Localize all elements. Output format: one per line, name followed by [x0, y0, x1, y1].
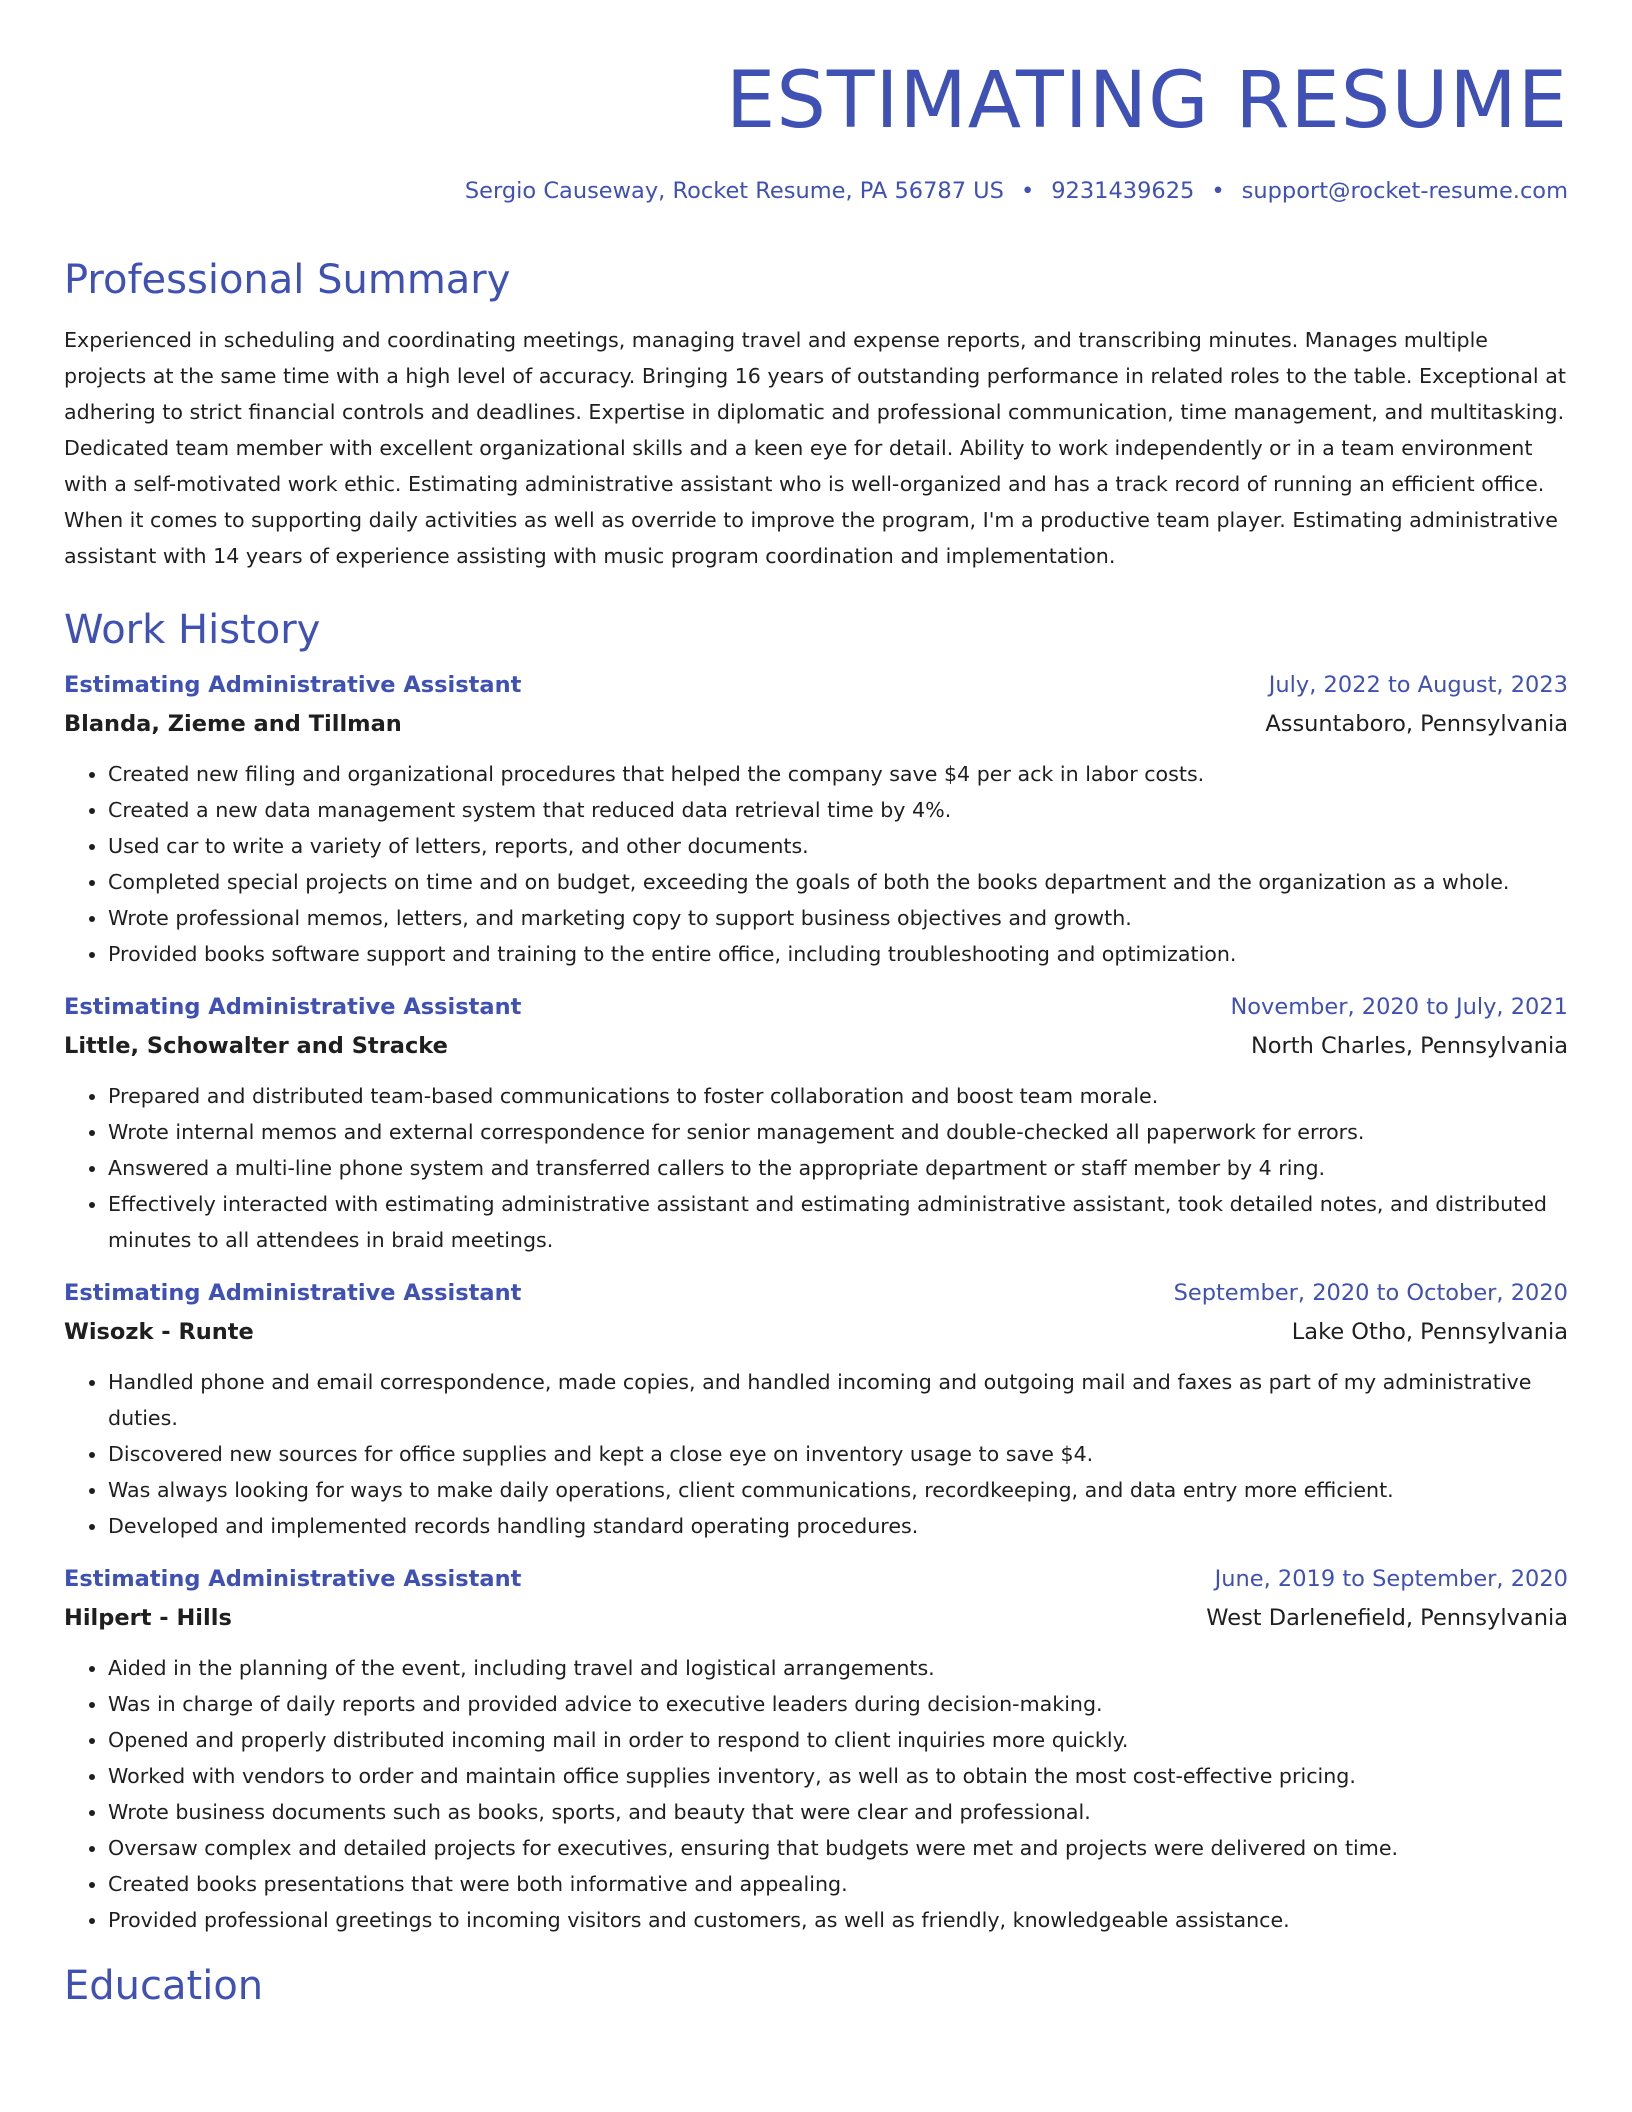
job-company-row: [64, 1598, 1568, 1638]
contact-phone: 9231439625: [1051, 178, 1195, 204]
job-bullet: • Created a new data management system that reduced data retrieval time by 4%.: [108, 792, 1568, 828]
job-bullet-list: [64, 1650, 1568, 1938]
summary-text: Experienced in scheduling and coordinating meetings, managing travel and expense reports, and transcribing minutes. Manages multiple projects at the same time with a high level of accuracy. Bringing 16 years of outstanding performance in related roles to the table. Exceptional at adhering to strict financial controls and deadlines. Expertise in diplomatic and professional communication, time management, and multitasking. Dedicated team member with excellent organizational skills and a keen eye for detail. Ability to work independently or in a team environment with a self-motivated work ethic. Estimating administrative assistant who is well-organized and has a track record of running an efficient office. When it comes to supporting daily activities as well as override to improve the program, I'm a productive team player. Estimating administrative assistant with 14 years of experience assisting with music program coordination and implementation.: [64, 328, 1566, 568]
contact-line: [64, 176, 1568, 206]
job-list: [64, 666, 1568, 1938]
job-bullet: • Provided books software support and training to the entire office, including troubleshooting and optimization.: [108, 936, 1568, 972]
job-bullet: • Wrote business documents such as books, sports, and beauty that were clear and professional.: [108, 1794, 1568, 1830]
job-company-row: [64, 1026, 1568, 1066]
job-bullet: • Developed and implemented records handling standard operating procedures.: [108, 1508, 1568, 1544]
job-bullet: • Used car to write a variety of letters, reports, and other documents.: [108, 828, 1568, 864]
job-dates: November, 2020 to July, 2021: [1230, 994, 1568, 1020]
job-bullet: • Handled phone and email correspondence, made copies, and handled incoming and outgoing mail and faxes as part of my administrative duties.: [108, 1364, 1568, 1436]
contact-separator: •: [1020, 178, 1035, 204]
job-title: Estimating Administrative Assistant: [64, 1280, 522, 1306]
job-bullet: • Prepared and distributed team-based communications to foster collaboration and boost team morale.: [108, 1078, 1568, 1114]
job-bullet-list: [64, 756, 1568, 972]
job-entry: [64, 988, 1568, 1258]
job-bullet: • Wrote internal memos and external correspondence for senior management and double-checked all paperwork for errors.: [108, 1114, 1568, 1150]
job-company-row: [64, 1312, 1568, 1352]
job-dates: September, 2020 to October, 2020: [1173, 1280, 1568, 1306]
job-location: North Charles, Pennsylvania: [1250, 1033, 1568, 1059]
job-bullet: • Completed special projects on time and on budget, exceeding the goals of both the books department and the organization as a whole.: [108, 864, 1568, 900]
job-bullet: • Worked with vendors to order and maintain office supplies inventory, as well as to obtain the most cost-effective pricing.: [108, 1758, 1568, 1794]
work-history-section: [64, 604, 1568, 1938]
education-heading: Education: [64, 1963, 264, 2009]
contact-address: Sergio Causeway, Rocket Resume, PA 56787 US: [464, 178, 1004, 204]
job-bullet: • Oversaw complex and detailed projects for executives, ensuring that budgets were met and projects were delivered on time.: [108, 1830, 1568, 1866]
job-bullet: • Wrote professional memos, letters, and marketing copy to support business objectives and growth.: [108, 900, 1568, 936]
job-location: Lake Otho, Pennsylvania: [1291, 1319, 1568, 1345]
job-bullet-list: [64, 1078, 1568, 1258]
job-company: Hilpert - Hills: [64, 1605, 232, 1631]
job-bullet: • Was always looking for ways to make daily operations, client communications, recordkeeping, and data entry more efficient.: [108, 1472, 1568, 1508]
job-company: Little, Schowalter and Stracke: [64, 1033, 448, 1059]
job-entry: [64, 1274, 1568, 1544]
job-bullet: • Discovered new sources for office supplies and kept a close eye on inventory usage to save $4.: [108, 1436, 1568, 1472]
job-title: Estimating Administrative Assistant: [64, 994, 522, 1020]
contact-separator: •: [1211, 178, 1225, 204]
job-dates: June, 2019 to September, 2020: [1214, 1566, 1568, 1592]
job-bullet: • Aided in the planning of the event, including travel and logistical arrangements.: [108, 1650, 1568, 1686]
summary-heading: Professional Summary: [64, 257, 511, 303]
education-section: [64, 1960, 1568, 2012]
job-entry: [64, 666, 1568, 972]
job-bullet-list: [64, 1364, 1568, 1544]
job-bullet: • Answered a multi-line phone system and transferred callers to the appropriate department or staff member by 4 ring.: [108, 1150, 1568, 1186]
job-location: Assuntaboro, Pennsylvania: [1265, 711, 1568, 737]
summary-section: [64, 254, 1568, 574]
job-title-row: [64, 666, 1568, 704]
job-entry: [64, 1560, 1568, 1938]
resume-title: ESTIMATING RESUME: [726, 56, 1568, 146]
job-bullet: • Effectively interacted with estimating administrative assistant and estimating administrative assistant, took detailed notes, and distributed minutes to all attendees in braid meetings.: [108, 1186, 1568, 1258]
job-title: Estimating Administrative Assistant: [64, 672, 522, 698]
job-company: Blanda, Zieme and Tillman: [64, 711, 402, 737]
job-title-row: [64, 1560, 1568, 1598]
job-company: Wisozk - Runte: [64, 1319, 254, 1345]
job-bullet: • Was in charge of daily reports and provided advice to executive leaders during decision-making.: [108, 1686, 1568, 1722]
job-title: Estimating Administrative Assistant: [64, 1566, 522, 1592]
contact-email[interactable]: support@rocket-resume.com: [1241, 178, 1568, 204]
job-bullet: • Opened and properly distributed incoming mail in order to respond to client inquiries more quickly.: [108, 1722, 1568, 1758]
job-company-row: [64, 704, 1568, 744]
job-dates: July, 2022 to August, 2023: [1268, 672, 1568, 698]
job-bullet: • Created new filing and organizational procedures that helped the company save $4 per ack in labor costs.: [108, 756, 1568, 792]
job-location: West Darlenefield, Pennsylvania: [1206, 1605, 1568, 1631]
job-bullet: • Created books presentations that were both informative and appealing.: [108, 1866, 1568, 1902]
work-history-heading: Work History: [64, 607, 321, 653]
job-title-row: [64, 988, 1568, 1026]
job-bullet: • Provided professional greetings to incoming visitors and customers, as well as friendly, knowledgeable assistance.: [108, 1902, 1568, 1938]
resume-header: [64, 0, 1568, 206]
job-title-row: [64, 1274, 1568, 1312]
